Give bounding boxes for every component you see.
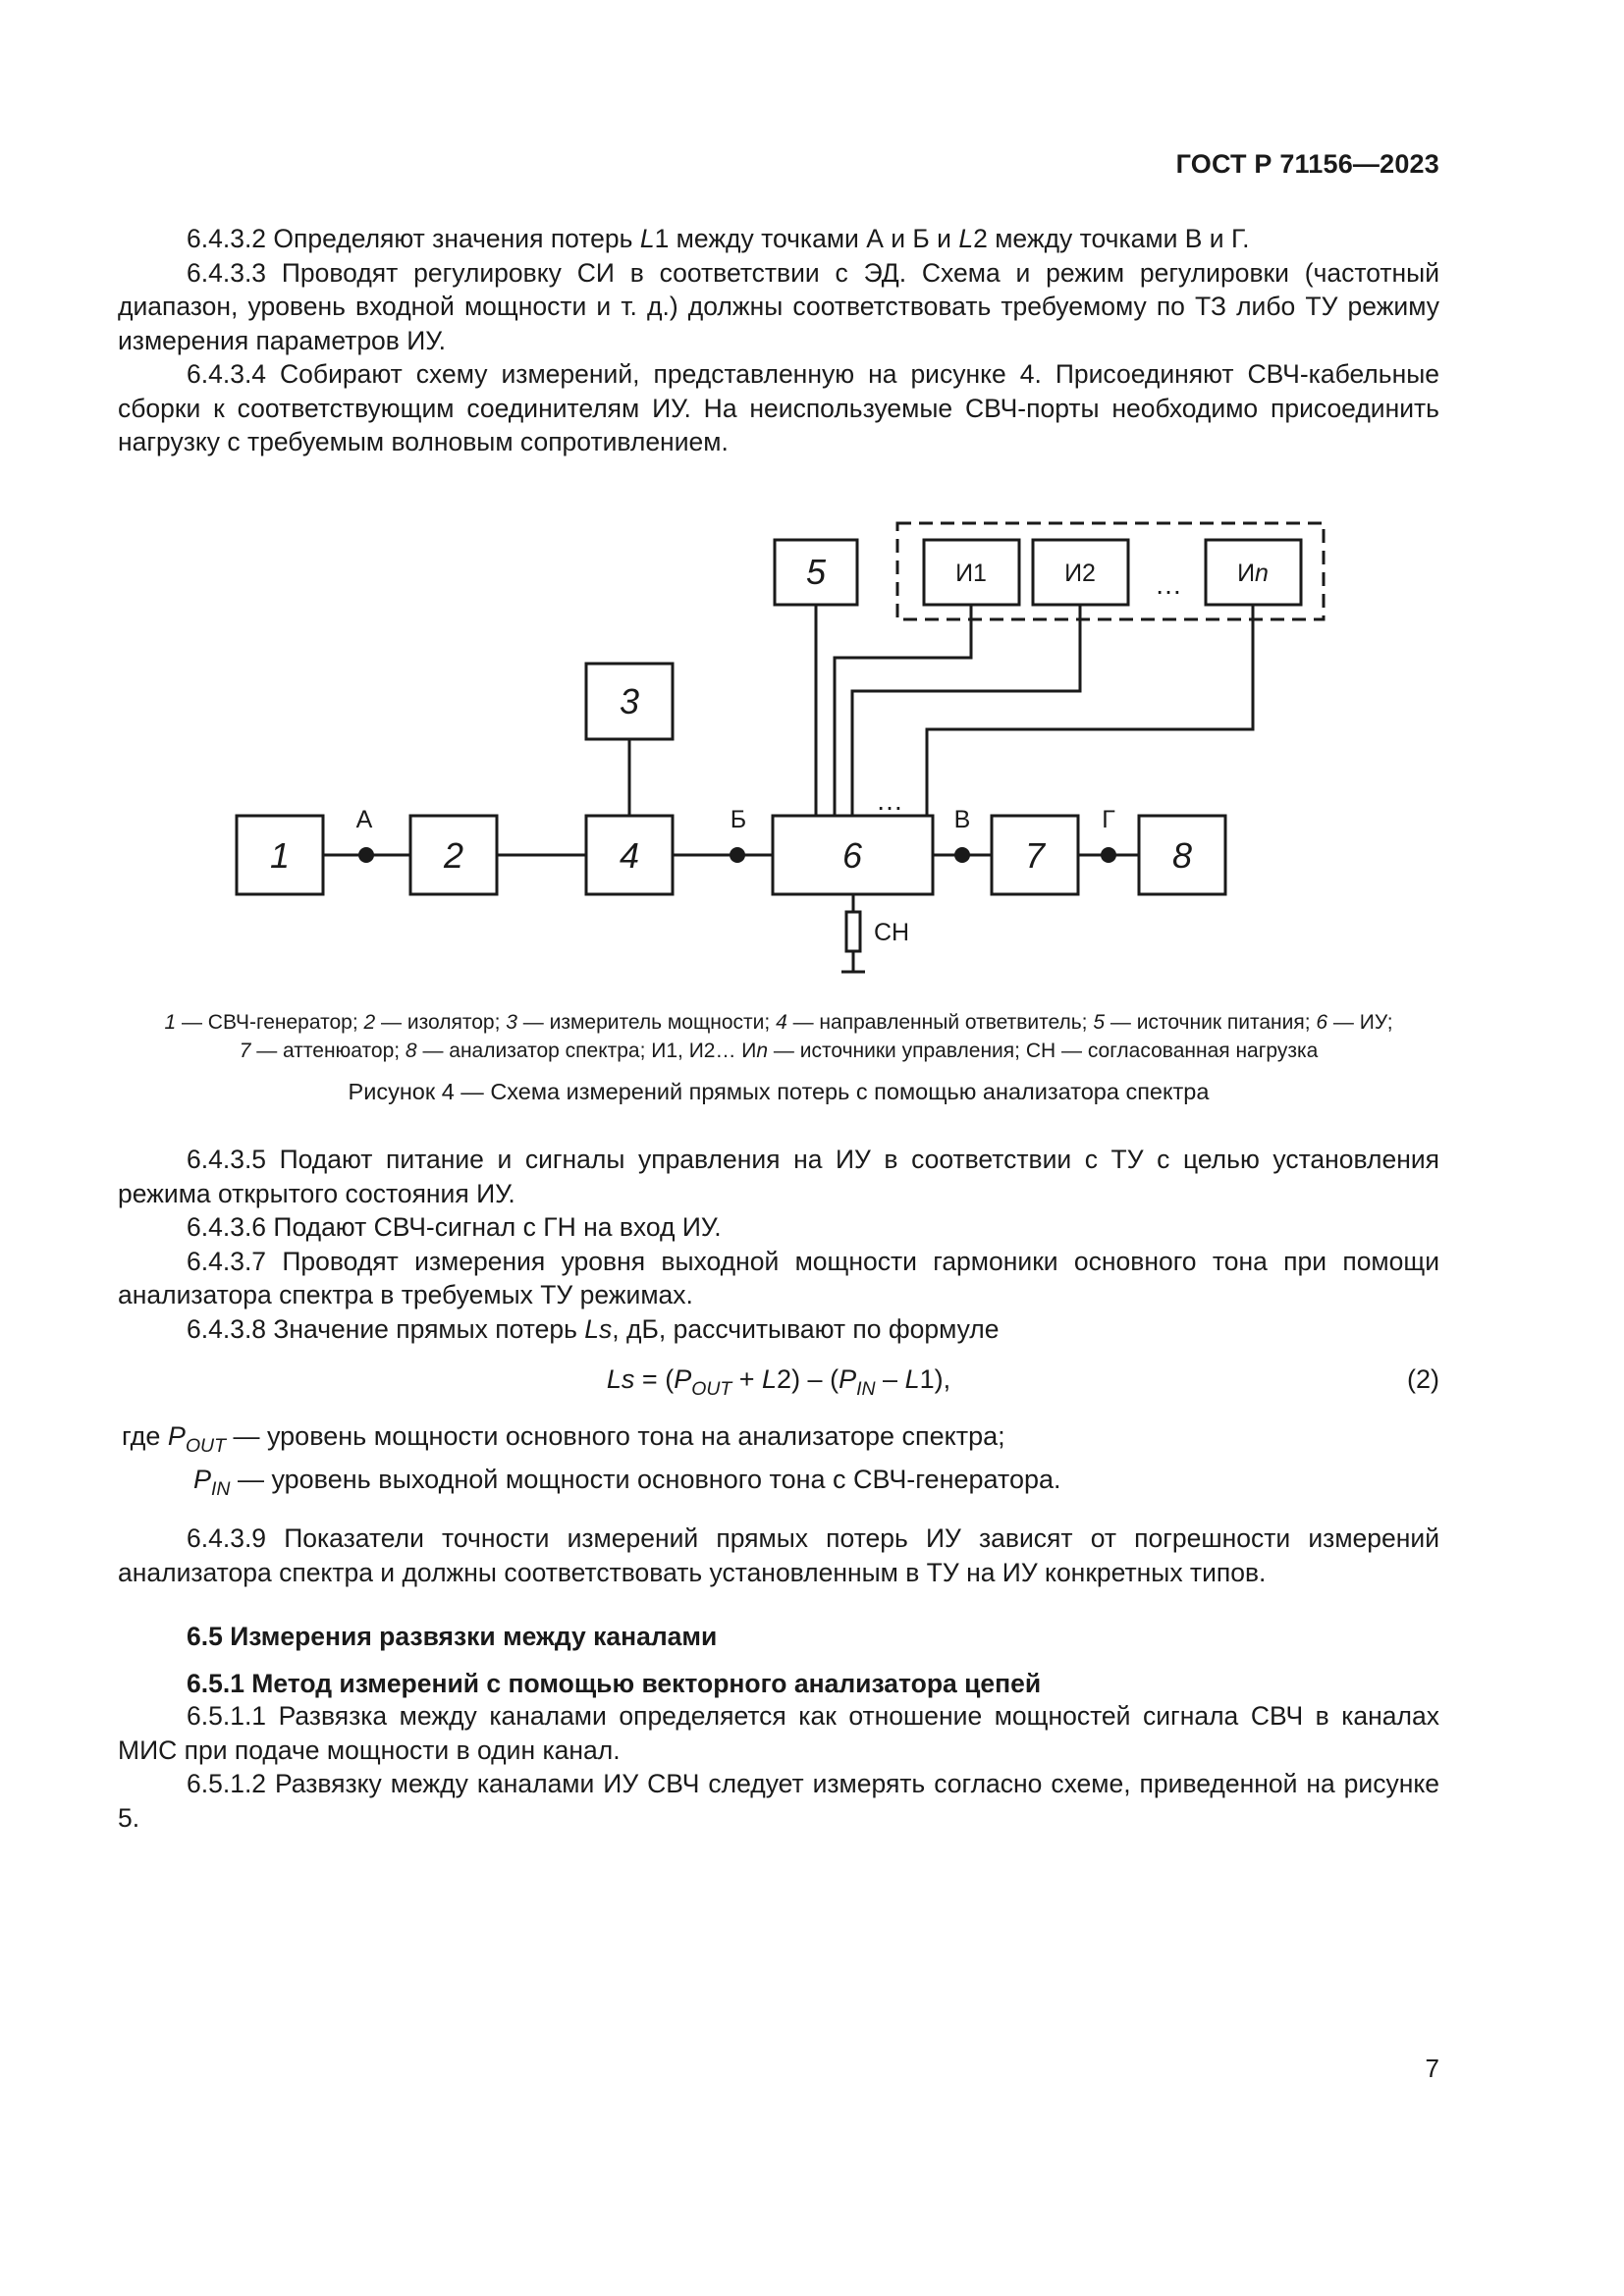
paragraph-6-4-3-6: 6.4.3.6 Подают СВЧ-сигнал с ГН на вход ИУ.: [187, 1212, 722, 1242]
block-1-frame: [237, 816, 323, 894]
block-6-label: 6: [841, 835, 863, 876]
sources-ellipsis: …: [1155, 569, 1182, 600]
isolation-paragraphs: [118, 1699, 1439, 1835]
paragraph-6-4-3-9: 6.4.3.9 Показатели точности измерений прямых потерь ИУ зависят от погрешности измерений анализатора спектра и должны соответствовать установленным в ТУ на ИУ конкретных типов.: [118, 1523, 1439, 1587]
point-v-dot: [954, 847, 970, 863]
block-3-label: 3: [619, 681, 640, 721]
paragraph-6-4-3-5: 6.4.3.5 Подают питание и сигналы управления на ИУ в соответствии с ТУ с целью установления режима открытого состояния ИУ.: [118, 1145, 1439, 1208]
block-2-frame: [410, 816, 497, 894]
point-b-label: Б: [730, 806, 747, 833]
point-b-dot: [730, 847, 745, 863]
loss-formula: $Ls = (P_{OUT} + L2) - (P_{IN} - L1)$,: [606, 1364, 951, 1400]
document-code: ГОСТ Р 71156—2023: [1175, 149, 1439, 179]
point-a-dot: [358, 847, 374, 863]
paragraph-6-5-1-2: 6.5.1.2 Развязку между каналами ИУ СВЧ следует измерять согласно схеме, приведенной на рисунке 5.: [118, 1769, 1439, 1833]
paragraph-6-4-3-8: 6.4.3.8 Значение прямых потерь Ls, дБ, рассчитывают по формуле: [187, 1313, 1000, 1344]
matched-load-label: СН: [873, 919, 910, 946]
wires-ellipsis: …: [876, 785, 903, 816]
wire-i2-6: [852, 605, 1080, 816]
block-i2-label: И2: [1064, 560, 1096, 587]
accuracy-paragraph: [118, 1522, 1439, 1589]
block-5-frame: [775, 540, 857, 605]
block-in-label: Иn: [1237, 560, 1269, 587]
where-pin: $P_{IN}$ — уровень выходной мощности основного тона с СВЧ-генератора.: [193, 1465, 1061, 1500]
section-heading-6-5: 6.5 Измерения развязки между каналами: [187, 1622, 718, 1651]
block-8-label: 8: [1171, 835, 1193, 876]
point-v-label: В: [953, 806, 971, 833]
figure-caption: Рисунок 4 — Схема измерений прямых потерь с помощью анализатора спектра: [348, 1079, 1210, 1104]
block-4-label: 4: [619, 835, 640, 876]
section-heading-6-5-1: 6.5.1 Метод измерений с помощью векторного анализатора цепей: [187, 1669, 1042, 1698]
block-7-label: 7: [1024, 835, 1046, 876]
block-in-frame: [1206, 540, 1301, 605]
where-pout: где $P_{OUT}$ — уровень мощности основного тона на анализаторе спектра;: [122, 1421, 1005, 1457]
block-i2-frame: [1033, 540, 1128, 605]
point-g-label: Г: [1102, 806, 1115, 833]
paragraph-6-5-1-1: 6.5.1.1 Развязка между каналами определяется как отношение мощностей сигнала СВЧ в каналах МИС при подаче мощности в один канал.: [118, 1701, 1439, 1765]
block-5-label: 5: [805, 552, 827, 592]
block-4-frame: [586, 816, 673, 894]
formula-number: (2): [1407, 1364, 1439, 1394]
legend-line-2: 7 — аттенюатор; 8 — анализатор спектра; И1, И2… Иn — источники управления; СН — согласованная нагрузка: [239, 1040, 1319, 1062]
block-1-label: 1: [269, 835, 291, 876]
block-i1-frame: [924, 540, 1019, 605]
paragraph-6-4-3-3: 6.4.3.3 Проводят регулировку СИ в соответствии с ЭД. Схема и режим регулировки (частотный диапазон, уровень входной мощности и т. д.) должны соответствовать требуемому по ТЗ либо ТУ режиму измерения параметров ИУ.: [118, 257, 1439, 355]
wire-i1-6: [835, 605, 971, 816]
block-8-frame: [1139, 816, 1225, 894]
point-g-dot: [1101, 847, 1116, 863]
block-i1-label: И1: [955, 560, 987, 587]
control-sources-group-frame: [897, 523, 1324, 619]
wire-in-6: [927, 605, 1253, 816]
block-2-label: 2: [443, 835, 464, 876]
paragraph-6-4-3-4: 6.4.3.4 Собирают схему измерений, представленную на рисунке 4. Присоединяют СВЧ-кабельные сборки к соответствующим соединителям ИУ. На неиспользуемые СВЧ-порты необходимо присоединить нагрузку с требуемым волновым сопротивлением.: [118, 359, 1439, 456]
block-3-frame: [586, 664, 673, 739]
matched-load-resistor: [846, 912, 860, 951]
point-a-label: А: [355, 806, 373, 833]
intro-paragraphs: [118, 222, 1439, 459]
page-number: 7: [1425, 2054, 1439, 2083]
block-6-frame: [773, 816, 933, 894]
paragraph-6-4-3-7: 6.4.3.7 Проводят измерения уровня выходной мощности гармоники основного тона при помощи анализатора спектра в требуемых ТУ режимах.: [118, 1246, 1439, 1309]
legend-line-1: 1 — СВЧ-генератор; 2 — изолятор; 3 — измеритель мощности; 4 — направленный ответвитель; 5 — источник питания; 6 — ИУ;: [164, 1011, 1393, 1034]
procedure-paragraphs: [118, 1143, 1439, 1346]
formula-row: [118, 1362, 1439, 1402]
block-7-frame: [992, 816, 1078, 894]
figure-legend: [108, 1008, 1449, 1065]
paragraph-6-4-3-2: 6.4.3.2 Определяют значения потерь L1 между точками А и Б и L2 между точками В и Г.: [187, 224, 1250, 253]
